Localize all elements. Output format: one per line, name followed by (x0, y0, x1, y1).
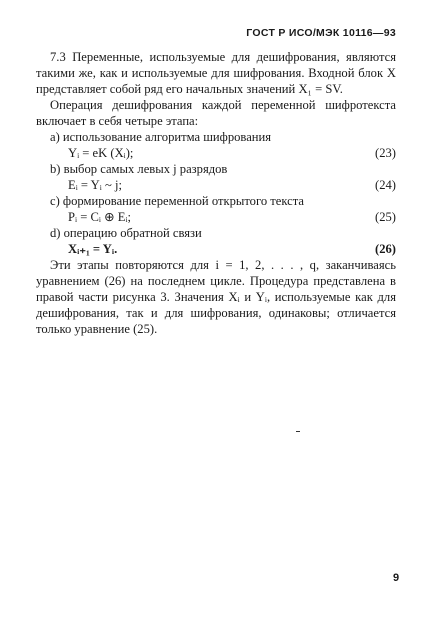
equation-24 (36, 177, 396, 193)
equation-26-formula: Xᵢ₊₁ = Yᵢ. (68, 242, 118, 256)
equation-23-formula: Yᵢ = eK (Xᵢ); (68, 146, 134, 160)
paragraph-3: Эти этапы повторяются для i = 1, 2, . . . , q, заканчиваясь уравнением (26) на последнем цикле. Процедура представлена в правой части рисунка 3. Значения Xᵢ и Yᵢ, используемые как для дешифрования, так и для шифрования, одинаковы; отличается только уравнение (25). (36, 258, 396, 336)
equation-25-formula: Pᵢ = Cᵢ ⊕ Eᵢ; (68, 210, 132, 224)
equation-23 (36, 145, 396, 161)
standard-header: ГОСТ Р ИСО/МЭК 10116—93 (246, 27, 396, 39)
equation-25 (36, 209, 396, 225)
step-a-label: a) использование алгоритма шифрования (50, 130, 272, 144)
paragraph-1: 7.3 Переменные, используемые для дешифрования, являются такими же, как и используемые для шифрования. Входной блок X представляет собой ряд его начальных значений X₁ = SV. (36, 50, 396, 96)
equation-24-number: (24) (375, 178, 396, 192)
step-d-label: d) операцию обратной связи (50, 226, 202, 240)
equation-26-number: (26) (375, 242, 396, 256)
page-number: 9 (393, 572, 400, 584)
section-body (36, 49, 396, 337)
step-b-label: b) выбор самых левых j разрядов (50, 162, 228, 176)
step-c-label: c) формирование переменной открытого текста (50, 194, 305, 208)
equation-26 (36, 241, 396, 257)
equation-24-formula: Eᵢ = Yᵢ ~ j; (68, 178, 122, 192)
equation-25-number: (25) (375, 210, 396, 224)
paragraph-2: Операция дешифрования каждой переменной шифротекста включает в себя четыре этапа: (36, 98, 396, 128)
equation-23-number: (23) (375, 146, 396, 160)
stray-mark (296, 431, 300, 432)
